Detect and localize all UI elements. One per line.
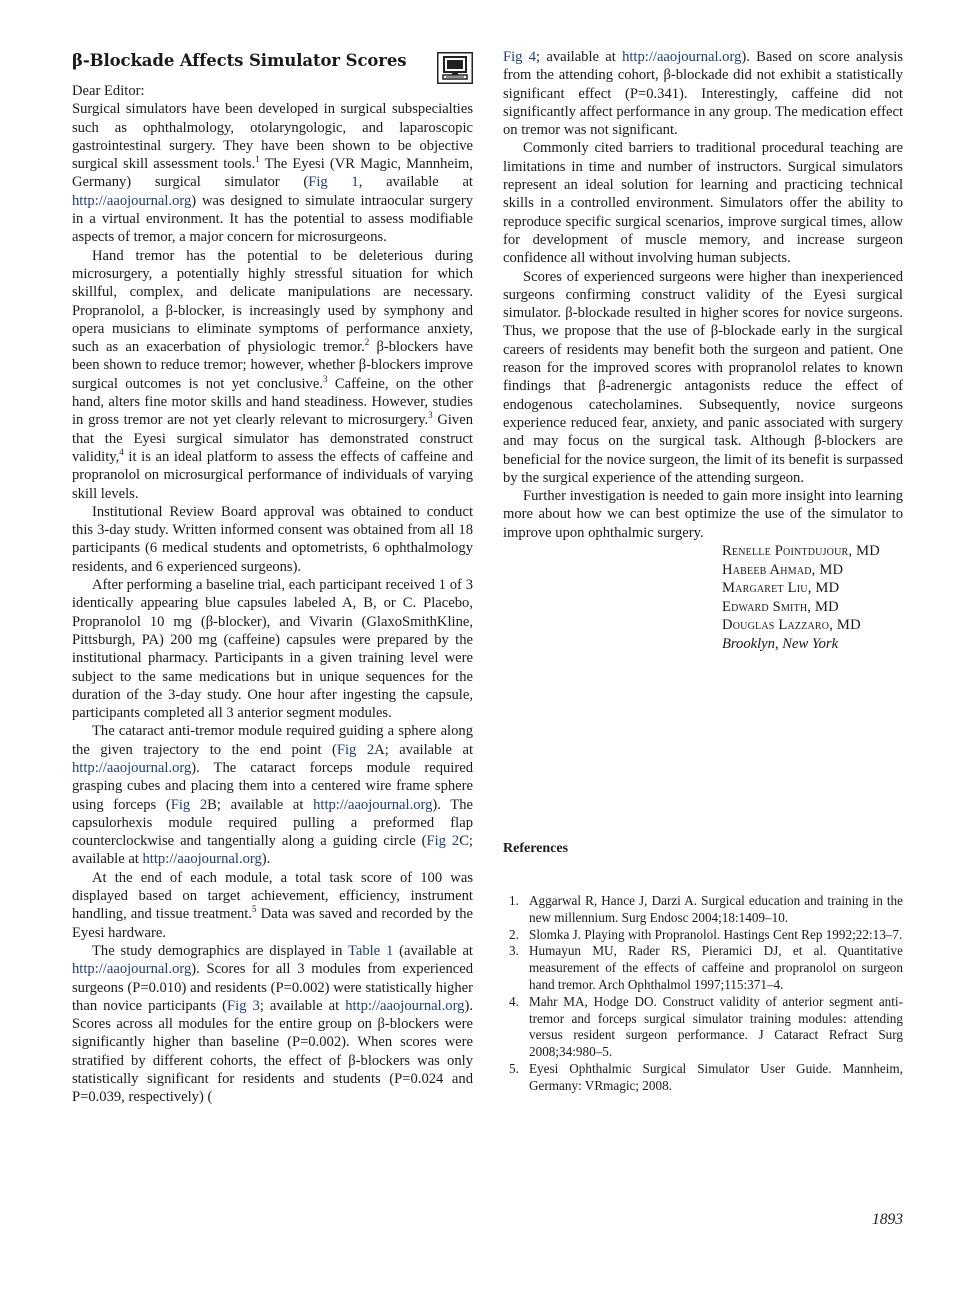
fig1-link[interactable]: Fig 1 xyxy=(308,174,359,191)
paragraph-9: Scores of experienced surgeons were higher than inexperienced surgeons confirming construct validity of the Eyesi surgical simulator. β-blockade resulted in higher scores for novice surgeons. Thus, we propose that the use of β-blockade early in the surgical careers of residents may benefit both the surgeon and patient. One reason for the improved scores with propranolol relates to known findings that β-adrenergic antagonists reduce the effect of endogenous catecholamines. Subsequently, novice surgeons experience reduced fear, anxiety, and panic associated with surgery and may focus on the surgical task. Although β-blockers are beneficial for the novice surgeon, the limit of its benefit is surpassed by the surgical experience of the attending surgeon. xyxy=(503,268,903,486)
fig2-link[interactable]: Fig 2 xyxy=(170,796,208,813)
author-name: Habeeb Ahmad, MD xyxy=(722,561,844,578)
reference-item: 2. Slomka J. Playing with Propranolol. Hastings Cent Rep 1992;22:13–7. xyxy=(509,926,903,942)
paragraph-7: The study demographics are displayed in Table 1 (available at http://aaojournal.org). Scores for all 3 modules from experienced surgeons (P=0.010) and residents (P=0.002) were statistically higher than novice participants (Fig 3; available at http://aaojournal.org). Scores across all modules for the entire group on β-blockers were significantly higher than baseline (P=0.002). When scores were stratified by different cohorts, the effect of β-blockers was only statistically significant for residents and students (P=0.024 and P=0.039, respectively) ( xyxy=(72,942,473,1106)
citation-3[interactable]: 3 xyxy=(323,373,328,384)
reference-item: 1. Aggarwal R, Hance J, Darzi A. Surgical education and training in the new millennium. Surg Endosc 2004;18:1409–10. xyxy=(509,893,903,925)
paragraph-7-continued: Fig 4; available at http://aaojournal.org). Based on score analysis from the attending cohort, β-blockade did not exhibit a statistically significant effect (P=0.341). Interestingly, caffeine did not significantly affect performance in any group. The medication effect on tremor was not significant. xyxy=(503,49,903,139)
paragraph-3: Institutional Review Board approval was obtained to conduct this 3-day study. Written informed consent was obtained from all 18 participants (6 medical students and optometrists, 6 ophthalmology residents, and 6 experienced surgeons). xyxy=(72,503,473,575)
journal-url-link[interactable]: http://aaojournal.org xyxy=(142,851,262,868)
paragraph-1: Surgical simulators have been developed in surgical subspecialties such as ophthalmology, otolaryngologic, and laparoscopic gastrointestinal surgery. They have been shown to be objective surgical skill assessment tools.$^1$ The Eyesi (VR Magic, Mannheim, Germany) surgical simulator (Fig 1, available at http://aaojournal.org) was designed to simulate intraocular surgery in a virtual environment. It has the potential to assess modifiable aspects of tremor, a major concern for microsurgeons. xyxy=(72,101,474,246)
journal-url-link[interactable]: http://aaojournal.org xyxy=(72,759,192,776)
citation-1[interactable]: 1 xyxy=(255,154,260,165)
fig2-link[interactable]: Fig 2 xyxy=(426,833,460,850)
article-title: β-Blockade Affects Simulator Scores xyxy=(72,51,407,70)
reference-item: 5. Eyesi Ophthalmic Surgical Simulator User Guide. Mannheim, Germany: VRmagic; 2008. xyxy=(509,1060,903,1093)
author-block xyxy=(722,542,903,653)
citation-3b[interactable]: 3 xyxy=(428,410,433,421)
p7-continued: ). Scores across all modules for the entire group on β-blockers were significantly higher than baseline (P=0.002). When scores were stratified by different cohorts, the effect of β-blockers was only statistically significant for residents and students (P=0.024 and P=0.039, respectively) ( xyxy=(72,997,473,1106)
author-name: Renelle Pointdujour, MD xyxy=(722,543,881,560)
references-list xyxy=(503,893,903,1095)
reference-item: 3. Humayun MU, Rader RS, Pieramici DJ, et al. Quantitative measurement of the effects of caffeine and propranolol on surgeon hand tremor. Arch Ophthalmol 1997;115:371–4. xyxy=(509,943,903,992)
fig4-link[interactable]: Fig 4 xyxy=(503,49,537,65)
paragraph-10: Further investigation is needed to gain more insight into learning more about how we can best optimize the use of the simulator to improve upon ophthalmic surgery. xyxy=(503,488,903,541)
fig3-link[interactable]: Fig 3 xyxy=(227,997,260,1014)
author-name: Douglas Lazzaro, MD xyxy=(722,617,861,634)
journal-url-link[interactable]: http://aaojournal.org xyxy=(622,49,742,65)
paragraph-2: Hand tremor has the potential to be deleterious during microsurgery, a potentially highly stressful situation for which skillful, complex, and delicate manipulations are necessary. Propranolol, a β-blocker, is increasingly used by symphony and opera musicians to eliminate symptoms of performance anxiety, such as an exacerbation of physiologic tremor.$^2$ β-blockers have been shown to reduce tremor; however, whether β-blockers improve surgical outcomes is not yet conclusive.$^3$ Caffeine, on the other hand, alters fine motor skills and hand steadiness. However, studies in gross tremor are not yet clearly relevant to microsurgery.$^3$ Given that the Eyesi surgical simulator has demonstrated construct validity,$^4$ it is an ideal platform to assess the effects of caffeine and propranolol on microsurgical performance of individuals of varying skill levels. xyxy=(72,247,474,502)
reference-item: 4. Mahr MA, Hodge DO. Construct validity of anterior segment anti-tremor and forceps surgical simulator training modules: attending versus resident surgeon performance. J Cataract Refract Surg 2008;34:980–5. xyxy=(509,993,903,1060)
right-column xyxy=(503,48,903,653)
title-row xyxy=(72,48,473,76)
author-location: Brooklyn, New York xyxy=(722,635,839,652)
author-name: Margaret Liu, MD xyxy=(722,580,840,597)
citation-2[interactable]: 2 xyxy=(364,337,370,348)
citation-4[interactable]: 4 xyxy=(119,447,124,458)
author-name: Edward Smith, MD xyxy=(722,598,839,615)
journal-url-link[interactable]: http://aaojournal.org xyxy=(313,796,433,813)
monitor-icon[interactable] xyxy=(437,52,473,84)
table1-link[interactable]: Table 1 xyxy=(347,942,394,959)
references-heading: References xyxy=(503,841,569,856)
journal-url-link[interactable]: http://aaojournal.org xyxy=(72,961,192,978)
paragraph-5: The cataract anti-tremor module required guiding a sphere along the given trajectory to the end point (Fig 2A; available at http://aaojournal.org). The cataract forceps module required grasping cubes and placing them into a centered wire frame sphere using forceps (Fig 2B; available at http://aaojournal.org). The capsulorhexis module required pulling a preformed flap counterclockwise and tangentially along a guiding circle (Fig 2C; available at http://aaojournal.org). xyxy=(72,723,473,868)
page-number: 1893 xyxy=(872,1211,903,1228)
citation-5[interactable]: 5 xyxy=(252,904,257,915)
fig2-link[interactable]: Fig 2 xyxy=(336,741,375,758)
paragraph-4: After performing a baseline trial, each participant received 1 of 3 identically appearing blue capsules labeled A, B, or C. Placebo, Propranolol 10 mg (β-blocker), and Vivarin (GlaxoSmithKline, Pittsburgh, PA) 200 mg (caffeine) capsules were prepared by the institutional pharmacy. Participants in a given training level were subject to the same medications but in unique sequences for the duration of the 3-day study. One hour after ingesting the capsule, participants completed all 3 anterior segment modules. xyxy=(72,577,473,722)
journal-url-link[interactable]: http://aaojournal.org xyxy=(345,997,465,1014)
journal-url-link[interactable]: http://aaojournal.org xyxy=(72,192,192,209)
paragraph-6: At the end of each module, a total task score of 100 was displayed based on target achievement, efficiency, instrument handling, and tissue treatment.$^5$ Data was saved and recorded by the Eyesi hardware. xyxy=(72,869,473,941)
left-column xyxy=(72,48,473,1107)
paragraph-8: Commonly cited barriers to traditional procedural teaching are limitations in time and number of instructors. Surgical simulators represent an ideal solution for learning and practicing technical skills in a controlled environment. Simulators offer the ability to reproduce specific surgical scenarios, improve surgical times, allow for development of muscle memory, and increase surgeon confidence all without involving human subjects. xyxy=(503,140,903,267)
salutation: Dear Editor: xyxy=(72,83,145,99)
